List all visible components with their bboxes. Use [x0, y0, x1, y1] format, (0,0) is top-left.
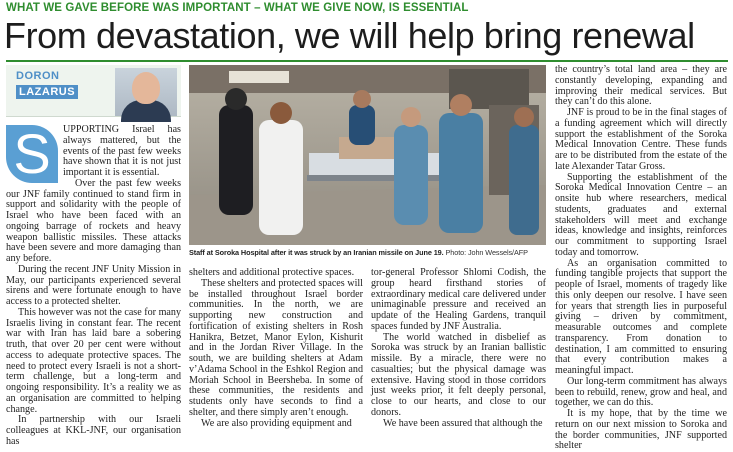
- photo-caption: [189, 248, 549, 258]
- caption-text: Staff at Soroka Hospital after it was struck by an Iranian missile on June 19.: [189, 248, 444, 257]
- author-headshot: [115, 68, 177, 116]
- kicker: WHAT WE GAVE BEFORE WAS IMPORTANT – WHAT WE GIVE NOW, IS ESSENTIAL: [6, 2, 469, 14]
- article-column-1: [6, 122, 181, 448]
- paragraph: The world watched in disbelief as Soroka was struck by an Iranian ballistic missile. By a miracle, there were no casualties; but the physical damage was extensive. Having stood in those corridors just weeks prior, it felt deeply personal, close to our hearts, and close to our donors.: [371, 331, 546, 418]
- paragraph: tor-general Professor Shlomi Codish, the group heard firsthand stories of extraordinary medical care delivered under unimaginable pressure and received an update of the Healing Gardens, tranquil spaces funded by JNF Australia.: [371, 267, 546, 332]
- author-last-name: LAZARUS: [16, 85, 78, 99]
- paragraph: shelters and additional protective spaces.: [189, 267, 355, 278]
- paragraph: It is my hope, that by the time we return on our next mission to Soroka and the border communities, JNF supported shelter: [555, 408, 727, 452]
- author-byline: [6, 65, 181, 117]
- dropcap: S: [6, 125, 58, 183]
- paragraph: These shelters and protected spaces will be installed throughout Israel border communities. In the north, we are supporting new construction and fortification of existing shelters in Rosh Hanikra, Betzet, Manor Eylon, Kishurit and in the Jordan River Village. In the south, we are building shelters at Adam v’Adama School in the Eshkol Region and Moriah School in Beersheba. In some of these communities, the residents and students only have seconds to find a shelter, and there simply aren’t enough.: [189, 277, 363, 418]
- paragraph: As an organisation committed to funding tangible projects that support the people of Israel, moments of tragedy like this only deepen our resolve. I have seen for years that strength lies in purposeful giving – driven by commitment, measurable outcomes and complete transparency. From donation to destination, I am committed to ensuring that every contribution makes a meaningful impact.: [555, 257, 727, 376]
- paragraph: Over the past few weeks our JNF family continued to stand firm in support and solidarity with the people of Israel who have been faced with an ongoing barrage of rockets and heavy weapon ballistic missiles. These attacks have been severe and more damaging than any before.: [6, 177, 181, 264]
- paragraph: Our long-term commitment has always been to rebuild, renew, grow and heal, and together, we can do this.: [555, 375, 727, 409]
- paragraph: We are also providing equipment and: [201, 417, 352, 429]
- photo-credit: Photo: John Wessels/AFP: [445, 248, 528, 257]
- paragraph: the country’s total land area – they are constantly developing, expanding and improving their medical services. But they can’t do this alone.: [555, 64, 727, 108]
- headline: From devastation, we will help bring renewal: [4, 15, 695, 56]
- lead-text: UPPORTING Israel has always mattered, but the events of the past few weeks have shown that it is not just important it is essential.: [63, 124, 181, 178]
- article-column-4: [555, 65, 727, 452]
- paragraph: In partnership with our Israeli colleagues at KKL-JNF, our organisation has: [6, 414, 181, 447]
- news-photo: [189, 65, 546, 245]
- paragraph: This however was not the case for many Israelis living in constant fear. The recent war with Iran has laid bare a sobering truth, that over 20 per cent were without access to adequate protective spaces. The need to protect every Israeli is not a short-term challenge, but a long-term and ongoing responsibility. It’s a reality we as an organisation are committed to helping change.: [6, 306, 181, 415]
- article-column-2: [189, 268, 363, 429]
- paragraph: JNF is proud to be in the final stages of a funding agreement which will directly support the establishment of the Soroka Medical Innovation Centre. These funds are to be distributed from the estate of the late Alexander Tatar Gross.: [555, 107, 727, 172]
- headline-rule: [6, 60, 728, 62]
- author-face: [132, 72, 160, 104]
- paragraph: We have been assured that although the: [383, 417, 543, 429]
- paragraph: During the recent JNF Unity Mission in May, our participants experienced several sirens and were fortunate enough to have access to a protected shelter.: [6, 263, 181, 307]
- hospital-scene-illustration: [189, 65, 546, 245]
- lead-paragraph: [6, 122, 181, 185]
- paragraph: Supporting the establishment of the Soroka Medical Innovation Centre – an onsite hub where researchers, medical students, graduates and external stakeholders will meet and exchange ideas, knowledge and insights, reinforces our commitment to supporting Israel today and tomorrow.: [555, 171, 727, 258]
- article-column-3: [371, 268, 546, 429]
- author-first-name: DORON: [16, 70, 60, 82]
